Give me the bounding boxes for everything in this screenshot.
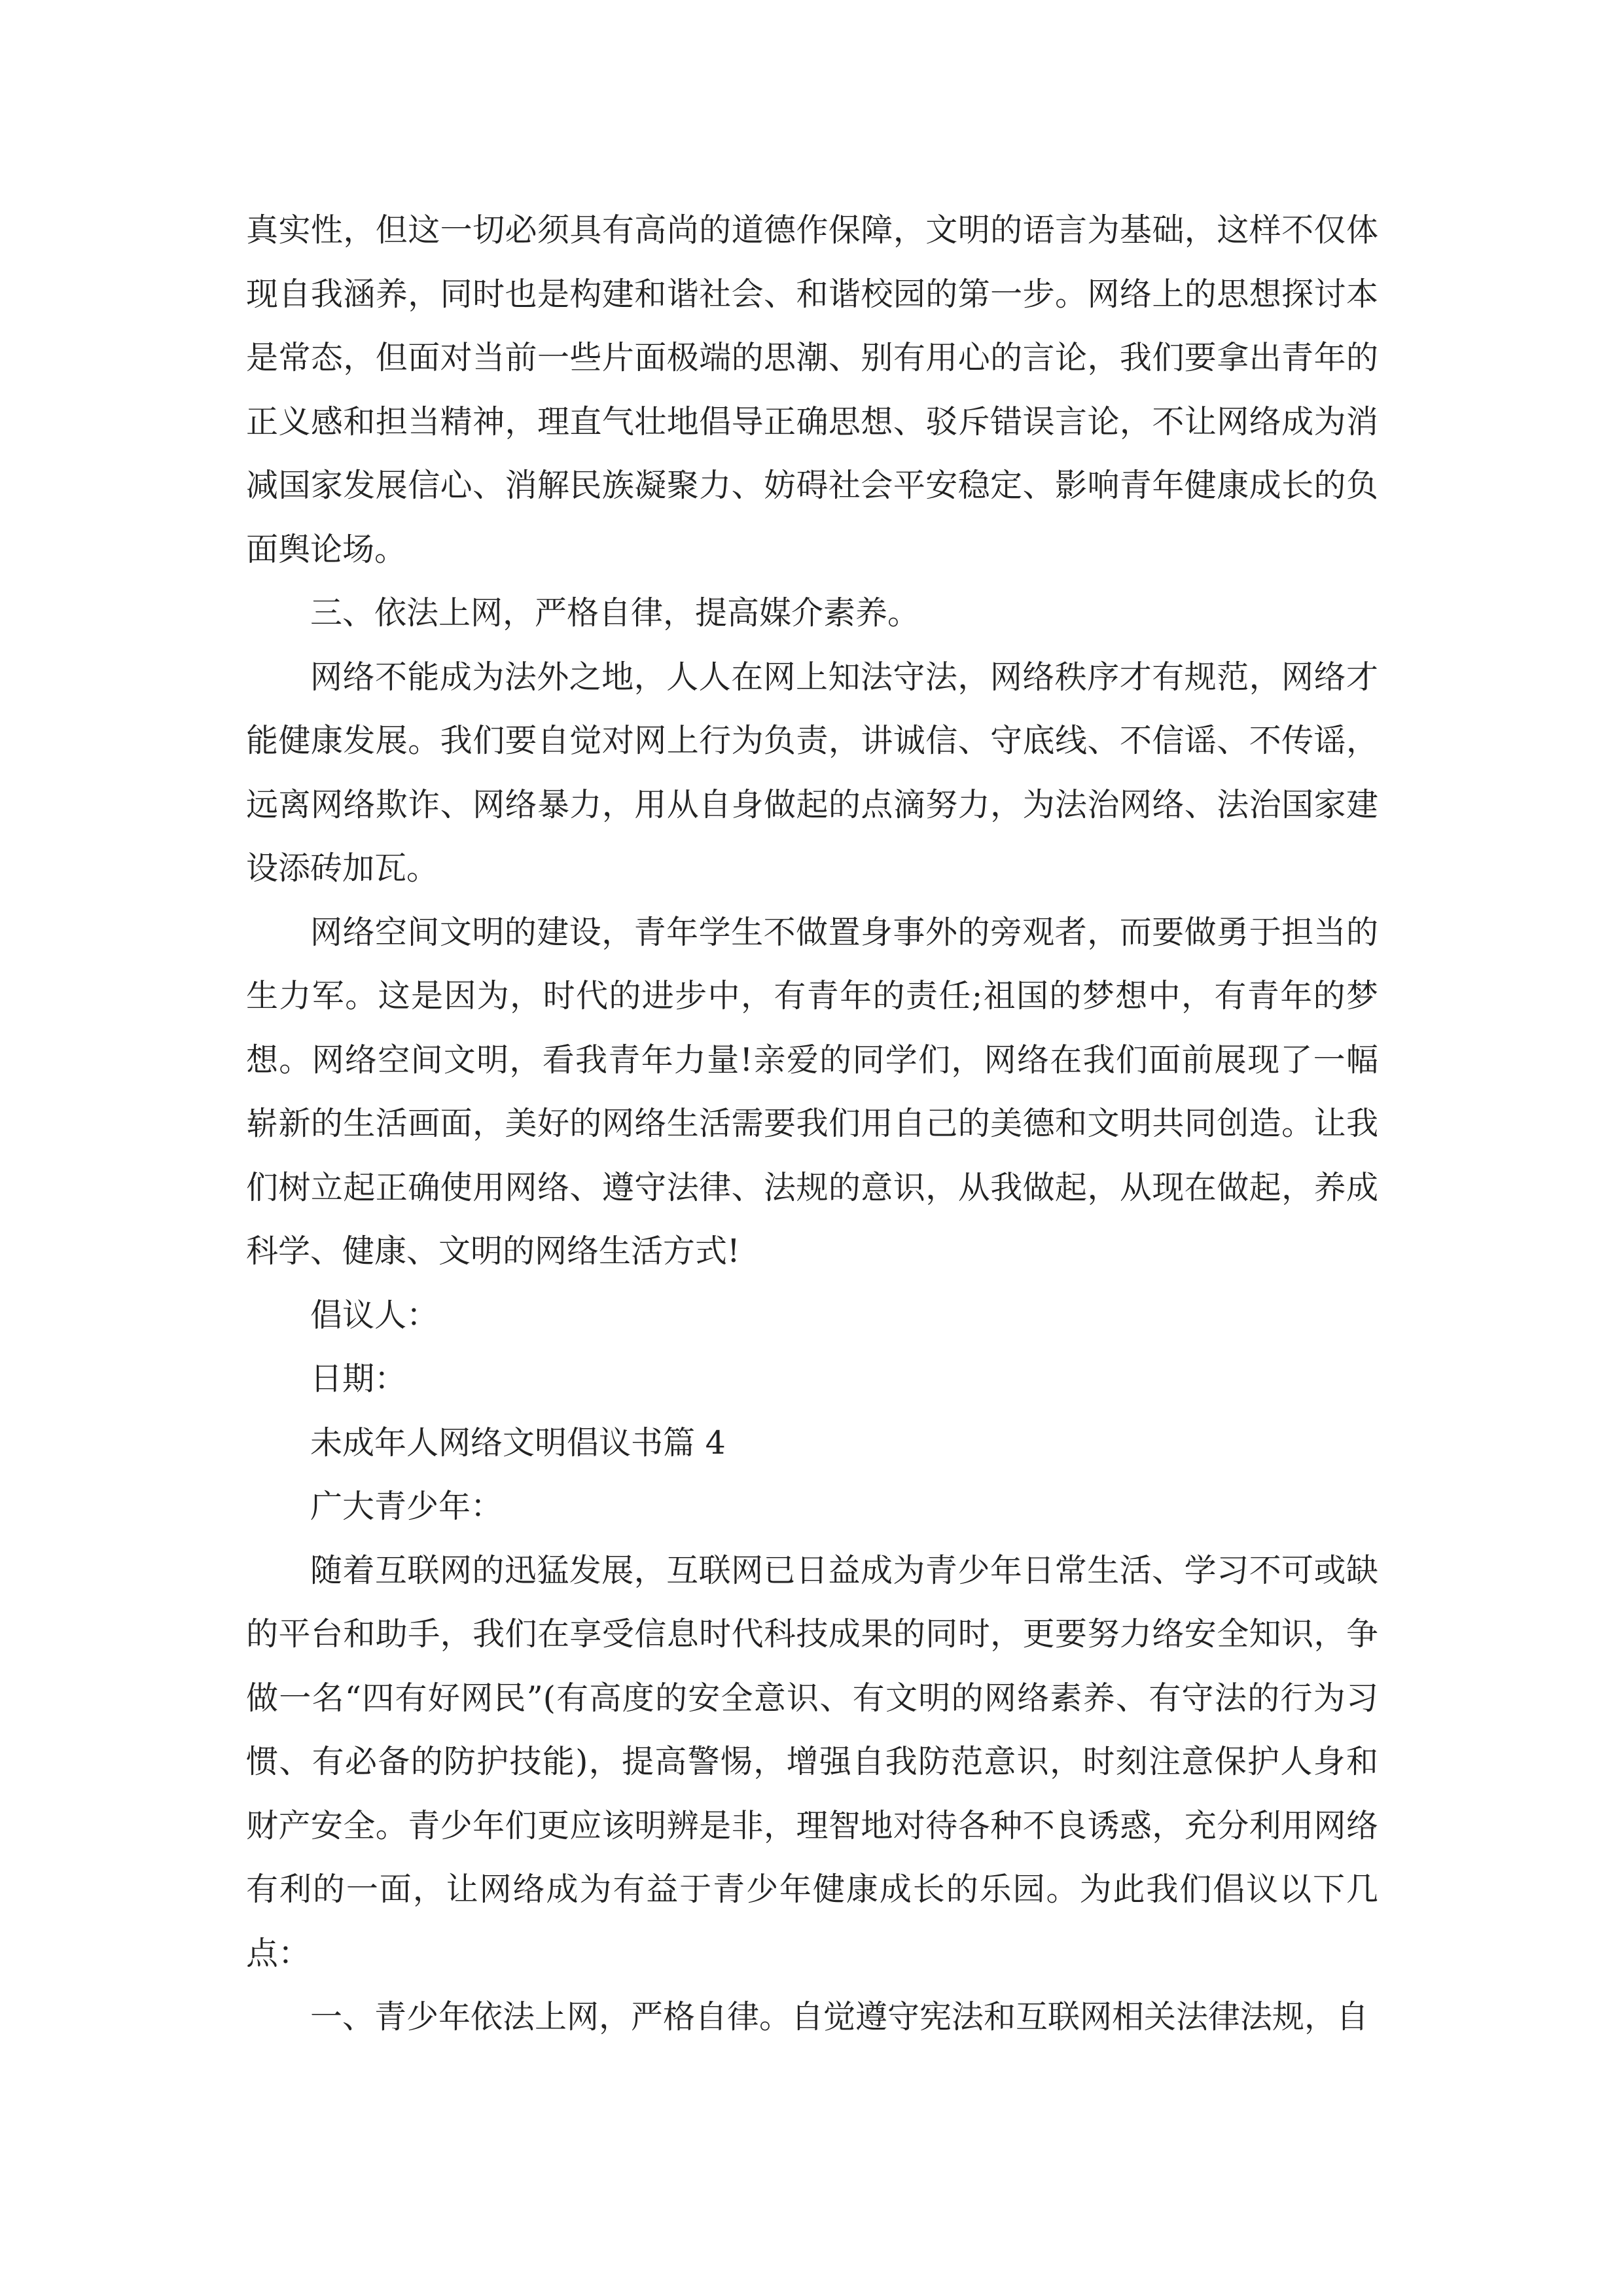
paragraph-intro: 随着互联网的迅猛发展，互联网已日益成为青少年日常生活、学习不可或缺的平台和助手，我们在享受信息时代科技成果的同时，更要努力络安全知识，争做一名“四有好网民”(有高度的安全意识、有文明的网络素养、有守法的行为习惯、有必备的防护技能)，提高警惕，增强自我防范意识，时刻注意保护人身和财产安全。青少年们更应该明辨是非，理智地对待各种不良诱惑，充分利用网络有利的一面，让网络成为有益于青少年健康成长的乐园。为此我们倡议以下几点： bbox=[246, 1551, 1378, 1972]
point-one: 一、青少年依法上网，严格自律。自觉遵守宪法和互联网相关法律法规，自 bbox=[310, 1998, 1369, 2036]
article-title: 未成年人网络文明倡议书篇 4 bbox=[310, 1424, 726, 1462]
paragraph-law: 网络不能成为法外之地，人人在网上知法守法，网络秩序才有规范，网络才能健康发展。我们要自觉对网上行为负责，讲诚信、守底线、不信谣、不传谣，远离网络欺诈、网络暴力，用从自身做起的点滴努力，为法治网络、法治国家建设添砖加瓦。 bbox=[246, 658, 1378, 887]
paragraph-continuation: 真实性，但这一切必须具有高尚的道德作保障，文明的语言为基础，这样不仅体现自我涵养，同时也是构建和谐社会、和谐校园的第一步。网络上的思想探讨本是常态，但面对当前一些片面极端的思潮、别有用心的言论，我们要拿出青年的正义感和担当精神，理直气壮地倡导正确思想、驳斥错误言论，不让网络成为消减国家发展信心、消解民族凝聚力、妨碍社会平安稳定、影响青年健康成长的负面舆论场。 bbox=[246, 211, 1378, 568]
salutation: 广大青少年： bbox=[310, 1488, 503, 1525]
initiator-label: 倡议人： bbox=[310, 1296, 439, 1334]
date-label: 日期： bbox=[310, 1360, 407, 1397]
document-body bbox=[246, 198, 1378, 2049]
section-heading-three: 三、依法上网，严格自律，提高媒介素养。 bbox=[310, 594, 920, 632]
paragraph-youth: 网络空间文明的建设，青年学生不做置身事外的旁观者，而要做勇于担当的生力军。这是因为，时代的进步中，有青年的责任;祖国的梦想中，有青年的梦想。网络空间文明，看我青年力量!亲爱的同学们，网络在我们面前展现了一幅崭新的生活画面，美好的网络生活需要我们用自己的美德和文明共同创造。让我们树立起正确使用网络、遵守法律、法规的意识，从我做起，从现在做起，养成科学、健康、文明的网络生活方式! bbox=[246, 913, 1378, 1270]
